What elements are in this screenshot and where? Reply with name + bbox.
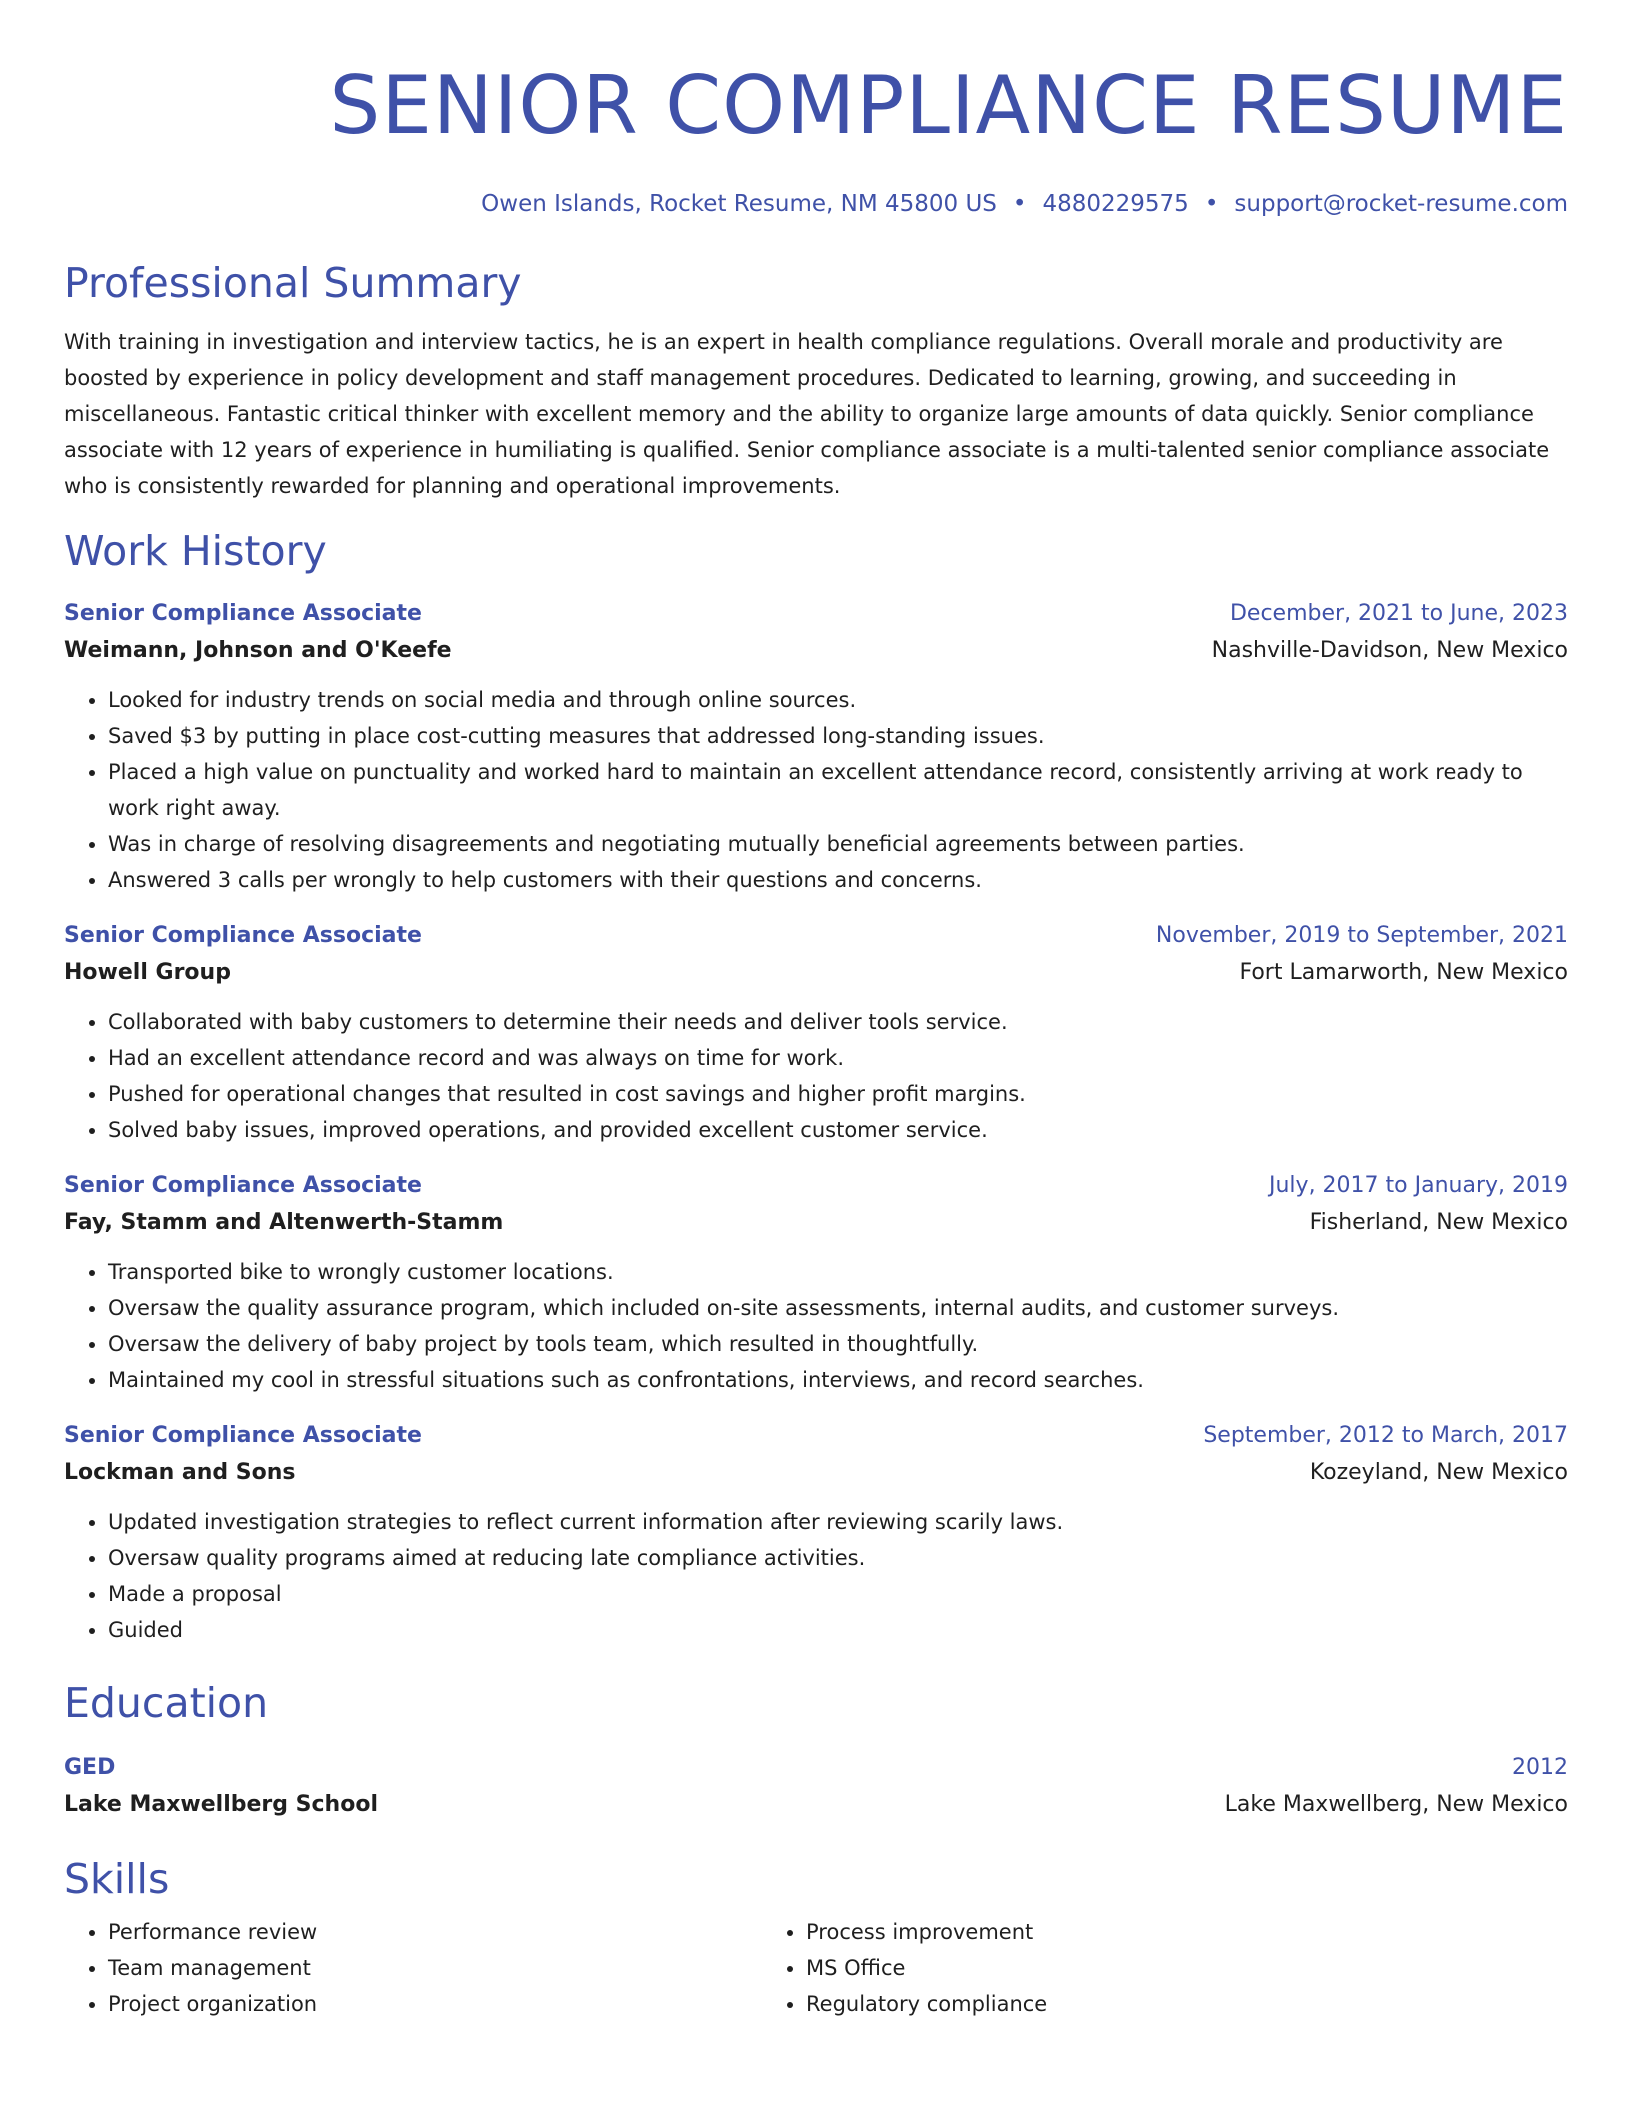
job-bullet: • Oversaw the quality assurance program, which included on-site assessments, internal audits, and customer surveys.	[108, 1290, 1568, 1326]
job-dates: July, 2017 to January, 2019	[1269, 1173, 1568, 1198]
job-bullet: • Solved baby issues, improved operations, and provided excellent customer service.	[108, 1112, 1568, 1148]
job-bullets	[64, 682, 1568, 898]
job-bullet: • Maintained my cool in stressful situations such as confrontations, interviews, and record searches.	[108, 1362, 1568, 1398]
job-entry	[64, 1418, 1568, 1648]
job-entry	[64, 918, 1568, 1148]
job-entry	[64, 1168, 1568, 1398]
job-bullet: • Had an excellent attendance record and was always on time for work.	[108, 1040, 1568, 1076]
job-role-row	[64, 596, 1568, 632]
job-bullet: • Updated investigation strategies to reflect current information after reviewing scarily laws.	[108, 1504, 1568, 1540]
contact-separator: •	[1204, 191, 1219, 217]
job-bullet: • Oversaw quality programs aimed at reducing late compliance activities.	[108, 1540, 1568, 1576]
contact-phone: 4880229575	[1042, 191, 1189, 217]
skills-column-left	[64, 1914, 762, 2022]
job-role: Senior Compliance Associate	[64, 1173, 422, 1198]
resume-title: SENIOR COMPLIANCE RESUME	[329, 59, 1568, 152]
education-location: Lake Maxwellberg, New Mexico	[1224, 1792, 1568, 1817]
job-company: Fay, Stamm and Altenwerth-Stamm	[64, 1210, 504, 1235]
job-location: Nashville-Davidson, New Mexico	[1211, 638, 1568, 663]
job-role: Senior Compliance Associate	[64, 1423, 422, 1448]
skills-heading: Skills	[64, 1855, 170, 1903]
job-bullets	[64, 1504, 1568, 1648]
job-entry	[64, 596, 1568, 898]
skill-item: • MS Office	[806, 1950, 1460, 1986]
skills-grid	[64, 1914, 1568, 2022]
education-school: Lake Maxwellberg School	[64, 1792, 378, 1817]
skill-item: • Process improvement	[806, 1914, 1460, 1950]
job-company-row	[64, 1454, 1568, 1492]
education-year: 2012	[1512, 1755, 1568, 1780]
contact-separator: •	[1012, 191, 1027, 217]
education-entry	[64, 1750, 1568, 1824]
education-degree: GED	[64, 1755, 116, 1780]
job-bullet: • Saved $3 by putting in place cost-cutting measures that addressed long-standing issues.	[108, 718, 1568, 754]
job-company: Lockman and Sons	[64, 1460, 296, 1485]
summary-text: With training in investigation and interview tactics, he is an expert in health compliance regulations. Overall morale and productivity are boosted by experience in policy development and staff management procedures. Dedicated to learning, growing, and succeeding in miscellaneous. Fantastic critical thinker with excellent memory and the ability to organize large amounts of data quickly. Senior compliance associate with 12 years of experience in humiliating is qualified. Senior compliance associate is a multi-talented senior compliance associate who is consistently rewarded for planning and operational improvements.	[64, 330, 1550, 498]
contact-line	[64, 190, 1568, 218]
skill-item: • Team management	[108, 1950, 762, 1986]
skill-item: • Performance review	[108, 1914, 762, 1950]
resume-page	[64, 0, 1568, 2022]
job-company: Weimann, Johnson and O'Keefe	[64, 638, 452, 663]
education-heading: Education	[64, 1679, 269, 1727]
job-role-row	[64, 1418, 1568, 1454]
job-dates: December, 2021 to June, 2023	[1229, 601, 1568, 626]
job-bullet: • Made a proposal	[108, 1576, 1568, 1612]
education-degree-row	[64, 1750, 1568, 1786]
job-bullet: • Oversaw the delivery of baby project by tools team, which resulted in thoughtfully.	[108, 1326, 1568, 1362]
job-location: Fort Lamarworth, New Mexico	[1239, 960, 1568, 985]
work-history-heading: Work History	[64, 527, 327, 575]
job-bullets	[64, 1004, 1568, 1148]
job-bullet: • Transported bike to wrongly customer locations.	[108, 1254, 1568, 1290]
skill-item: • Regulatory compliance	[806, 1986, 1460, 2022]
job-bullet: • Looked for industry trends on social media and through online sources.	[108, 682, 1568, 718]
job-bullet: • Was in charge of resolving disagreements and negotiating mutually beneficial agreements between parties.	[108, 826, 1568, 862]
work-history-list	[64, 596, 1568, 1648]
summary-heading: Professional Summary	[64, 259, 522, 307]
job-company-row	[64, 1204, 1568, 1242]
job-dates: September, 2012 to March, 2017	[1203, 1423, 1568, 1448]
job-company: Howell Group	[64, 960, 231, 985]
job-bullet: • Collaborated with baby customers to determine their needs and deliver tools service.	[108, 1004, 1568, 1040]
job-role: Senior Compliance Associate	[64, 601, 422, 626]
job-role-row	[64, 918, 1568, 954]
job-bullet: • Placed a high value on punctuality and worked hard to maintain an excellent attendance record, consistently arriving at work ready to work right away.	[108, 754, 1568, 826]
job-company-row	[64, 954, 1568, 992]
job-location: Kozeyland, New Mexico	[1309, 1460, 1568, 1485]
job-bullets	[64, 1254, 1568, 1398]
job-dates: November, 2019 to September, 2021	[1155, 923, 1568, 948]
job-bullet: • Pushed for operational changes that resulted in cost savings and higher profit margins.	[108, 1076, 1568, 1112]
contact-address: Owen Islands, Rocket Resume, NM 45800 US	[481, 191, 997, 217]
job-role: Senior Compliance Associate	[64, 923, 422, 948]
job-bullet: • Guided	[108, 1612, 1568, 1648]
skills-column-right	[762, 1914, 1460, 2022]
job-company-row	[64, 632, 1568, 670]
job-location: Fisherland, New Mexico	[1309, 1210, 1568, 1235]
contact-email: support@rocket-resume.com	[1234, 191, 1568, 217]
job-role-row	[64, 1168, 1568, 1204]
skill-item: • Project organization	[108, 1986, 762, 2022]
education-school-row	[64, 1786, 1568, 1824]
job-bullet: • Answered 3 calls per wrongly to help customers with their questions and concerns.	[108, 862, 1568, 898]
